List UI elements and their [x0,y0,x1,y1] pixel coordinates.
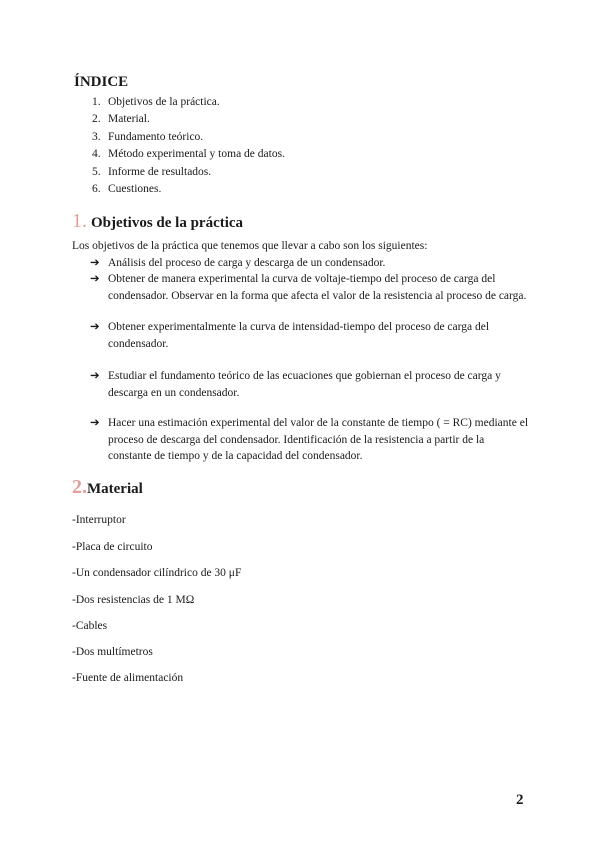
section-number: 1. [72,210,87,232]
index-item [92,129,285,146]
objective-item [90,255,530,272]
index-item-label: Cuestiones. [108,182,162,195]
index-item-label: Material. [108,113,150,126]
section-number: 2. [72,476,87,498]
arrow-bullet-icon: ➔ [90,321,100,333]
material-item: -Un condensador cilíndrico de 30 μF [72,567,242,579]
objective-item [90,319,530,352]
index-item-label: Objetivos de la práctica. [108,96,220,108]
index-item-number: 4. [92,148,101,161]
objectives-intro: Los objetivos de la práctica que tenemos que llevar a cabo son los siguientes: [72,240,428,252]
objective-item [90,415,530,465]
index-item [92,164,285,181]
index-item-number: 2. [92,113,101,126]
objective-text: Análisis del proceso de carga y descarga de un condensador. [108,257,386,269]
index-list [92,94,285,198]
index-item-number: 5. [92,165,101,178]
material-item: -Fuente de alimentación [72,672,184,684]
index-item-number: 1. [92,96,101,108]
section-title: Material [87,481,143,497]
objective-text: Estudiar el fundamento teórico de las ecuaciones que gobiernan el proceso de carga y descarga en un condensador. [108,370,501,399]
arrow-bullet-icon: ➔ [90,417,100,429]
material-item: -Cables [72,620,108,632]
section-heading-material [72,476,143,499]
index-item [92,146,285,163]
index-item [92,111,285,128]
index-item-label: Informe de resultados. [108,165,212,178]
objective-text: Obtener experimentalmente la curva de intensidad-tiempo del proceso de carga del condensador. [108,321,490,350]
material-item: -Placa de circuito [72,541,153,553]
index-item [92,181,285,198]
index-item [92,94,285,111]
section-heading-objectives [72,210,243,233]
arrow-bullet-icon: ➔ [90,370,100,382]
section-title: Objetivos de la práctica [91,215,244,231]
arrow-bullet-icon: ➔ [90,273,100,285]
objective-item [90,271,530,304]
objective-text: Hacer una estimación experimental del valor de la constante de tiempo ( = RC) mediante el proceso de descarga del condensador. Identificación de la resistencia a partir de la constante de tiempo y de la capacidad del condensador. [108,417,529,462]
arrow-bullet-icon: ➔ [90,257,100,269]
material-item: -Interruptor [72,514,126,526]
index-title: ÍNDICE [74,74,129,90]
page-number: 2 [516,792,524,808]
index-item-number: 6. [92,182,101,195]
index-item-label: Método experimental y toma de datos. [108,148,285,161]
objective-item [90,368,530,401]
index-item-label: Fundamento teórico. [108,130,204,143]
index-item-number: 3. [92,130,101,143]
objective-text: Obtener de manera experimental la curva de voltaje-tiempo del proceso de carga del condensador. Observar en la forma que afecta el valor de la resistencia al proceso de carga. [108,273,527,302]
material-item: -Dos multímetros [72,646,153,658]
material-item: -Dos resistencias de 1 MΩ [72,594,195,606]
